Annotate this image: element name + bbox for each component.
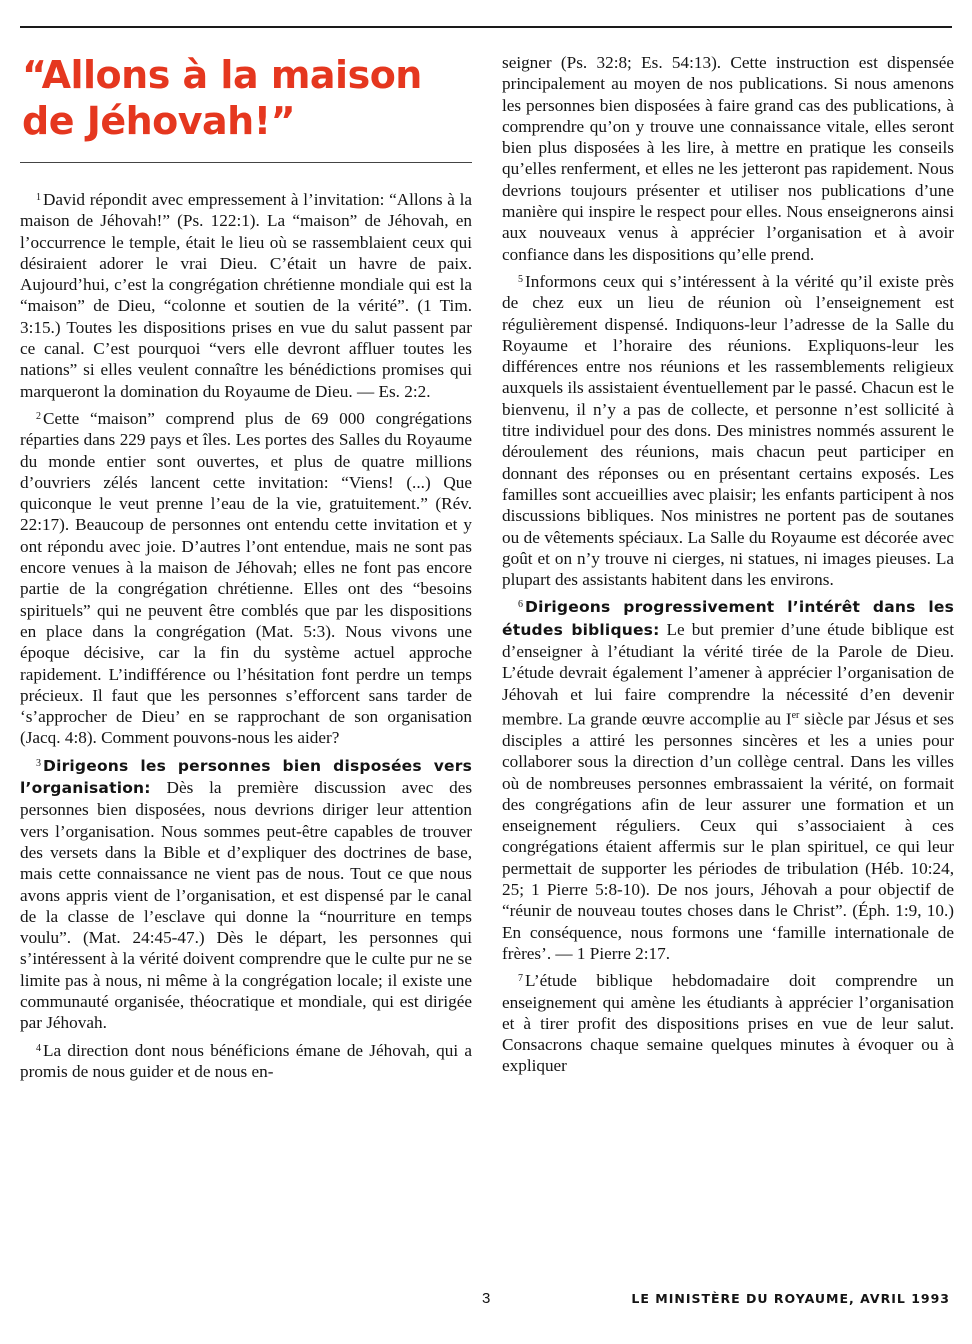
paragraph-text: siècle par Jésus et ses disciples a attiré les personnes sincères et les a unies pour collaborer sous la direction d’un collège central. Dans les villes où de nombreuses personnes embrassaient la vérité, on formait des congrégations afin de leur assurer une formation et un enseignement réguliers. Ceux qui s’associaient à ces congrégations étaient affermis sur le plan spirituel, ce qui leur permettait de supporter les périodes de tribulation (Héb. 10:24, 25; 1 Pierre 5:8-10). De nos jours, Jéhovah a pour objectif de “réunir de nouveau toutes choses dans le Christ”. (Éph. 1:9, 10.) En conséquence, nous formons une ‘famille internationale de frères’. — 1 Pierre 2:17. <box>502 709 954 963</box>
title-divider <box>20 162 472 163</box>
paragraph-text: Informons ceux qui s’intéressent à la vérité qu’il existe près de chez eux un lieu de réunion où l’enseignement est régulièrement dispensé. Indiquons-leur l’adresse de la Salle du Royaume et l’horaire des réunions. Expliquons-leur les différences entre nos réunions et les rassemblements religieux auxquels ils assistaient éventuellement par le passé. Chacun est le bienvenu, il n’y a pas de collecte, et personne n’est sollicité à titre individuel pour des dons. Des ministres nommés assurent le déroulement des réunions, mais chacun peut participer en donnant des réponses ou en présentant certains exposés. Les familles sont accueillies avec plaisir; les enfants participent à nos discussions bibliques. Nos ministres ne portent pas de soutanes ou de vêtements spéciaux. La Salle du Royaume est décorée avec goût et on n’y trouve ni cierges, ni statues, ni images pieuses. La plupart des assistants habitent dans les environs. <box>502 271 954 590</box>
subheading: Dirigeons les personnes bien disposées vers l’organisation: <box>20 756 472 798</box>
page-number: 3 <box>482 1290 491 1307</box>
article-title <box>22 52 472 144</box>
top-rule <box>20 26 952 28</box>
paragraph-number: 1 <box>36 192 41 203</box>
paragraph-text: seigner (Ps. 32:8; Es. 54:13). Cette instruction est dispensée principalement au moyen de nos publications. Si nous amenons les personnes bien disposées à faire grand cas des publications, à comprendre qu’on y trouve une connaissance vitale, elles seront bien plus disposées à les lire, à mettre en pratique les conseils qu’elles renferment, et elles ne les jetteront pas rapidement. Nous devrions toujours présenter et utiliser nos publications d’une manière qui inspire le respect pour elles. Nous enseignerons ainsi aux nouveaux venus à apprécier l’organisation et à avoir confiance dans les dispositions qu’elle prend. <box>502 53 954 264</box>
title-line-2: de Jéhovah!” <box>22 99 296 143</box>
page-footer <box>0 1290 972 1310</box>
subheading: Dirigeons progressivement l’intérêt dans les études bibliques: <box>502 598 954 639</box>
right-column <box>502 52 954 1081</box>
paragraph-number: 3 <box>36 757 41 769</box>
paragraph-4-continued <box>502 52 954 265</box>
publication-line: LE MINISTÈRE DU ROYAUME, AVRIL 1993 <box>631 1291 950 1306</box>
paragraph-text: L’étude biblique hebdomadaire doit comprendre un enseignement qui amène les étudiants à apprécier l’organisation et à tirer profit des dispositions prises en vue de leur salut. Consacrons chaque semaine quelques minutes à évoquer ou à expliquer <box>502 971 954 1076</box>
paragraph-number: 6 <box>518 599 523 611</box>
left-column <box>20 52 472 1086</box>
paragraph-2 <box>20 406 472 749</box>
paragraph-text: Dès la première discussion avec des personnes bien disposées, nous devrions diriger leur attention vers l’organisation. Nous sommes peut-être capables de trouver des versets dans la Bible et d’expliquer des doctrines de base, mais cette connaissance ne vient pas de nous. Tout ce que nous avons appris vient de l’organisation, et est dispensé par le canal de la classe de l’esclave qui donne la “nourriture en temps voulu”. (Mat. 24:45-47.) Dès le départ, les personnes qui s’intéressent à la vérité doivent comprendre que le culte pur ne se limite pas à nous, ni même à la congrégation locale; il existe une communauté organisée, théocratique et mondiale, qui est dirigée par Jéhovah. <box>20 778 473 1033</box>
paragraph-1 <box>20 187 472 402</box>
paragraph-6 <box>502 594 954 964</box>
paragraph-7 <box>502 968 954 1076</box>
paragraph-number: 2 <box>36 410 41 422</box>
paragraph-number: 4 <box>36 1042 41 1054</box>
title-line-1: “Allons à la maison <box>22 53 422 97</box>
paragraph-text: David répondit avec empressement à l’invitation: “Allons à la maison de Jéhovah!” (Ps. 122:1). La “maison” de Jéhovah, en l’occurrence le temple, était le lieu où se rassemblaient ceux qui désiraient adorer le vrai Dieu. C’était un havre de paix. Aujourd’hui, c’est la congrégation chrétienne mondiale qui est la “maison” de Dieu, “colonne et soutien de la vérité”. (1 Tim. 3:15.) Toutes les dispositions prises en vue du salut passent par ce canal. C’est pourquoi “vers elle devront affluer toutes les nations” si elles veulent connaître les bénédictions promises qui marqueront la domination du Royaume de Dieu. — Es. 2:2. <box>20 190 472 401</box>
ordinal-superscript: er <box>791 709 800 721</box>
paragraph-3 <box>20 753 472 1034</box>
paragraph-5 <box>502 269 954 590</box>
paragraph-number: 5 <box>518 273 523 285</box>
paragraph-number: 7 <box>518 973 523 985</box>
paragraph-text: Cette “maison” comprend plus de 69 000 congrégations réparties dans 229 pays et îles. Les portes des Salles du Royaume du monde entier sont ouvertes, et plus de quatre millions d’ouvriers zélés lancent cette invitation: “Viens! (...) Que quiconque le veut prenne l’eau de la vie, gratuitement.” (Rév. 22:17). Beaucoup de personnes ont entendu cette invitation et y ont répondu avec joie. D’autres l’ont entendue, mais ne sont pas encore venues à la maison de Jéhovah; elles ne font pas encore partie de la congrégation chrétienne. Elles ont des “besoins spirituels” qui ne peuvent être comblés que par les dispositions en place dans la congrégation (Mat. 5:3). Nous vivons une époque décisive, car la fin du système actuel approche rapidement. L’indifférence ou l’hésitation font perdre un temps précieux. Il faut que les personnes s’efforcent sans tarder de ‘s’approcher de Dieu’ en se rapprochant de son organisation (Jacq. 4:8). Comment pouvons-nous les aider? <box>20 408 472 748</box>
paragraph-text: Le but premier d’une étude biblique est d’enseigner à l’étudiant la vérité tirée de la Parole de Dieu. L’étude devrait également l’amener à apprécier l’organisation de Jéhovah et lui faire comprendre la nécessité d’en devenir membre. La grande œuvre accomplie au I <box>502 619 954 729</box>
paragraph-text: La direction dont nous bénéficions émane de Jéhovah, qui a promis de nous guider et de nous en- <box>20 1040 472 1081</box>
paragraph-4 <box>20 1038 472 1083</box>
